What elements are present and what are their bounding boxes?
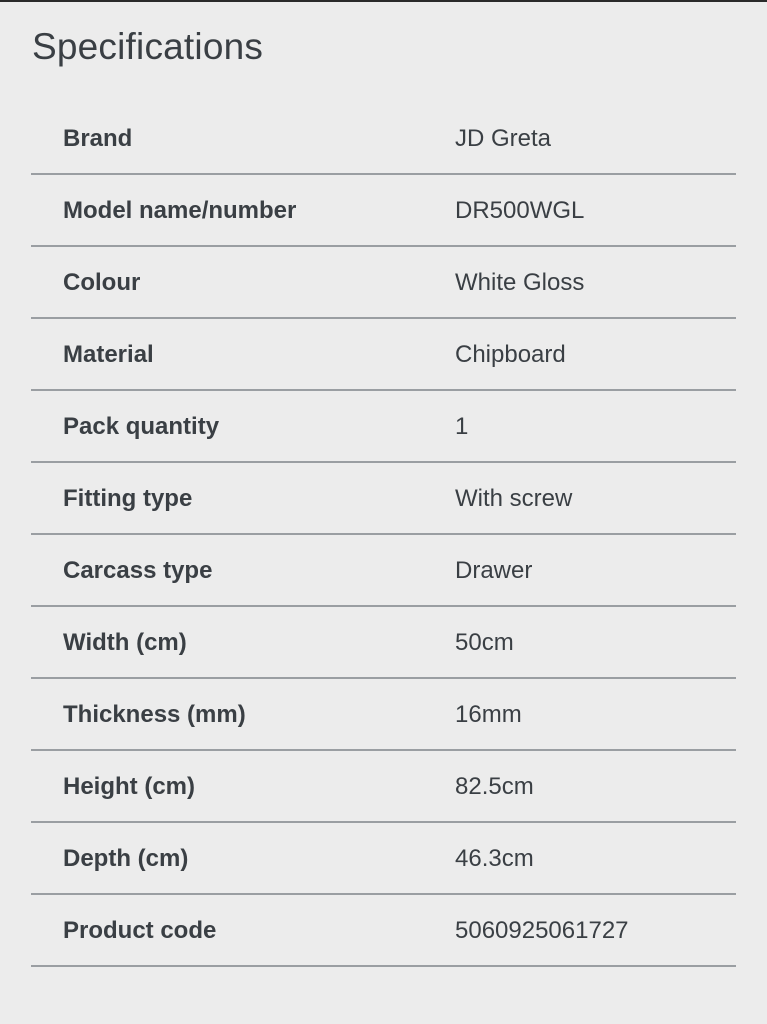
spec-label: Pack quantity <box>63 413 220 440</box>
spec-value: 1 <box>455 413 469 440</box>
spec-value: DR500WGL <box>455 197 585 224</box>
spec-label: Product code <box>63 917 217 944</box>
spec-value: Drawer <box>455 557 533 584</box>
spec-label: Fitting type <box>63 485 193 512</box>
spec-value: 82.5cm <box>455 773 534 800</box>
spec-label: Width (cm) <box>63 629 187 656</box>
spec-row-carcass-type <box>31 535 736 607</box>
spec-label: Material <box>63 341 154 368</box>
spec-value: White Gloss <box>455 269 585 296</box>
spec-label: Height (cm) <box>63 773 195 800</box>
section-title: Specifications <box>32 26 264 67</box>
spec-label: Depth (cm) <box>63 845 189 872</box>
spec-value: JD Greta <box>455 125 552 152</box>
spec-value: 5060925061727 <box>455 917 629 944</box>
spec-label: Brand <box>63 125 133 152</box>
spec-row-material <box>31 319 736 391</box>
spec-row-width <box>31 607 736 679</box>
spec-row-brand <box>31 103 736 175</box>
spec-row-thickness <box>31 679 736 751</box>
spec-row-product-code <box>31 895 736 967</box>
spec-value: With screw <box>455 485 573 512</box>
spec-row-fitting-type <box>31 463 736 535</box>
spec-row-colour <box>31 247 736 319</box>
spec-value: Chipboard <box>455 341 566 368</box>
spec-row-model <box>31 175 736 247</box>
spec-row-pack-quantity <box>31 391 736 463</box>
spec-row-height <box>31 751 736 823</box>
spec-row-depth <box>31 823 736 895</box>
spec-table <box>31 103 736 967</box>
spec-value: 46.3cm <box>455 845 534 872</box>
spec-label: Carcass type <box>63 557 213 584</box>
spec-label: Model name/number <box>63 197 297 224</box>
spec-label: Colour <box>63 269 141 296</box>
spec-label: Thickness (mm) <box>63 701 246 728</box>
spec-value: 16mm <box>455 701 522 728</box>
spec-value: 50cm <box>455 629 514 656</box>
